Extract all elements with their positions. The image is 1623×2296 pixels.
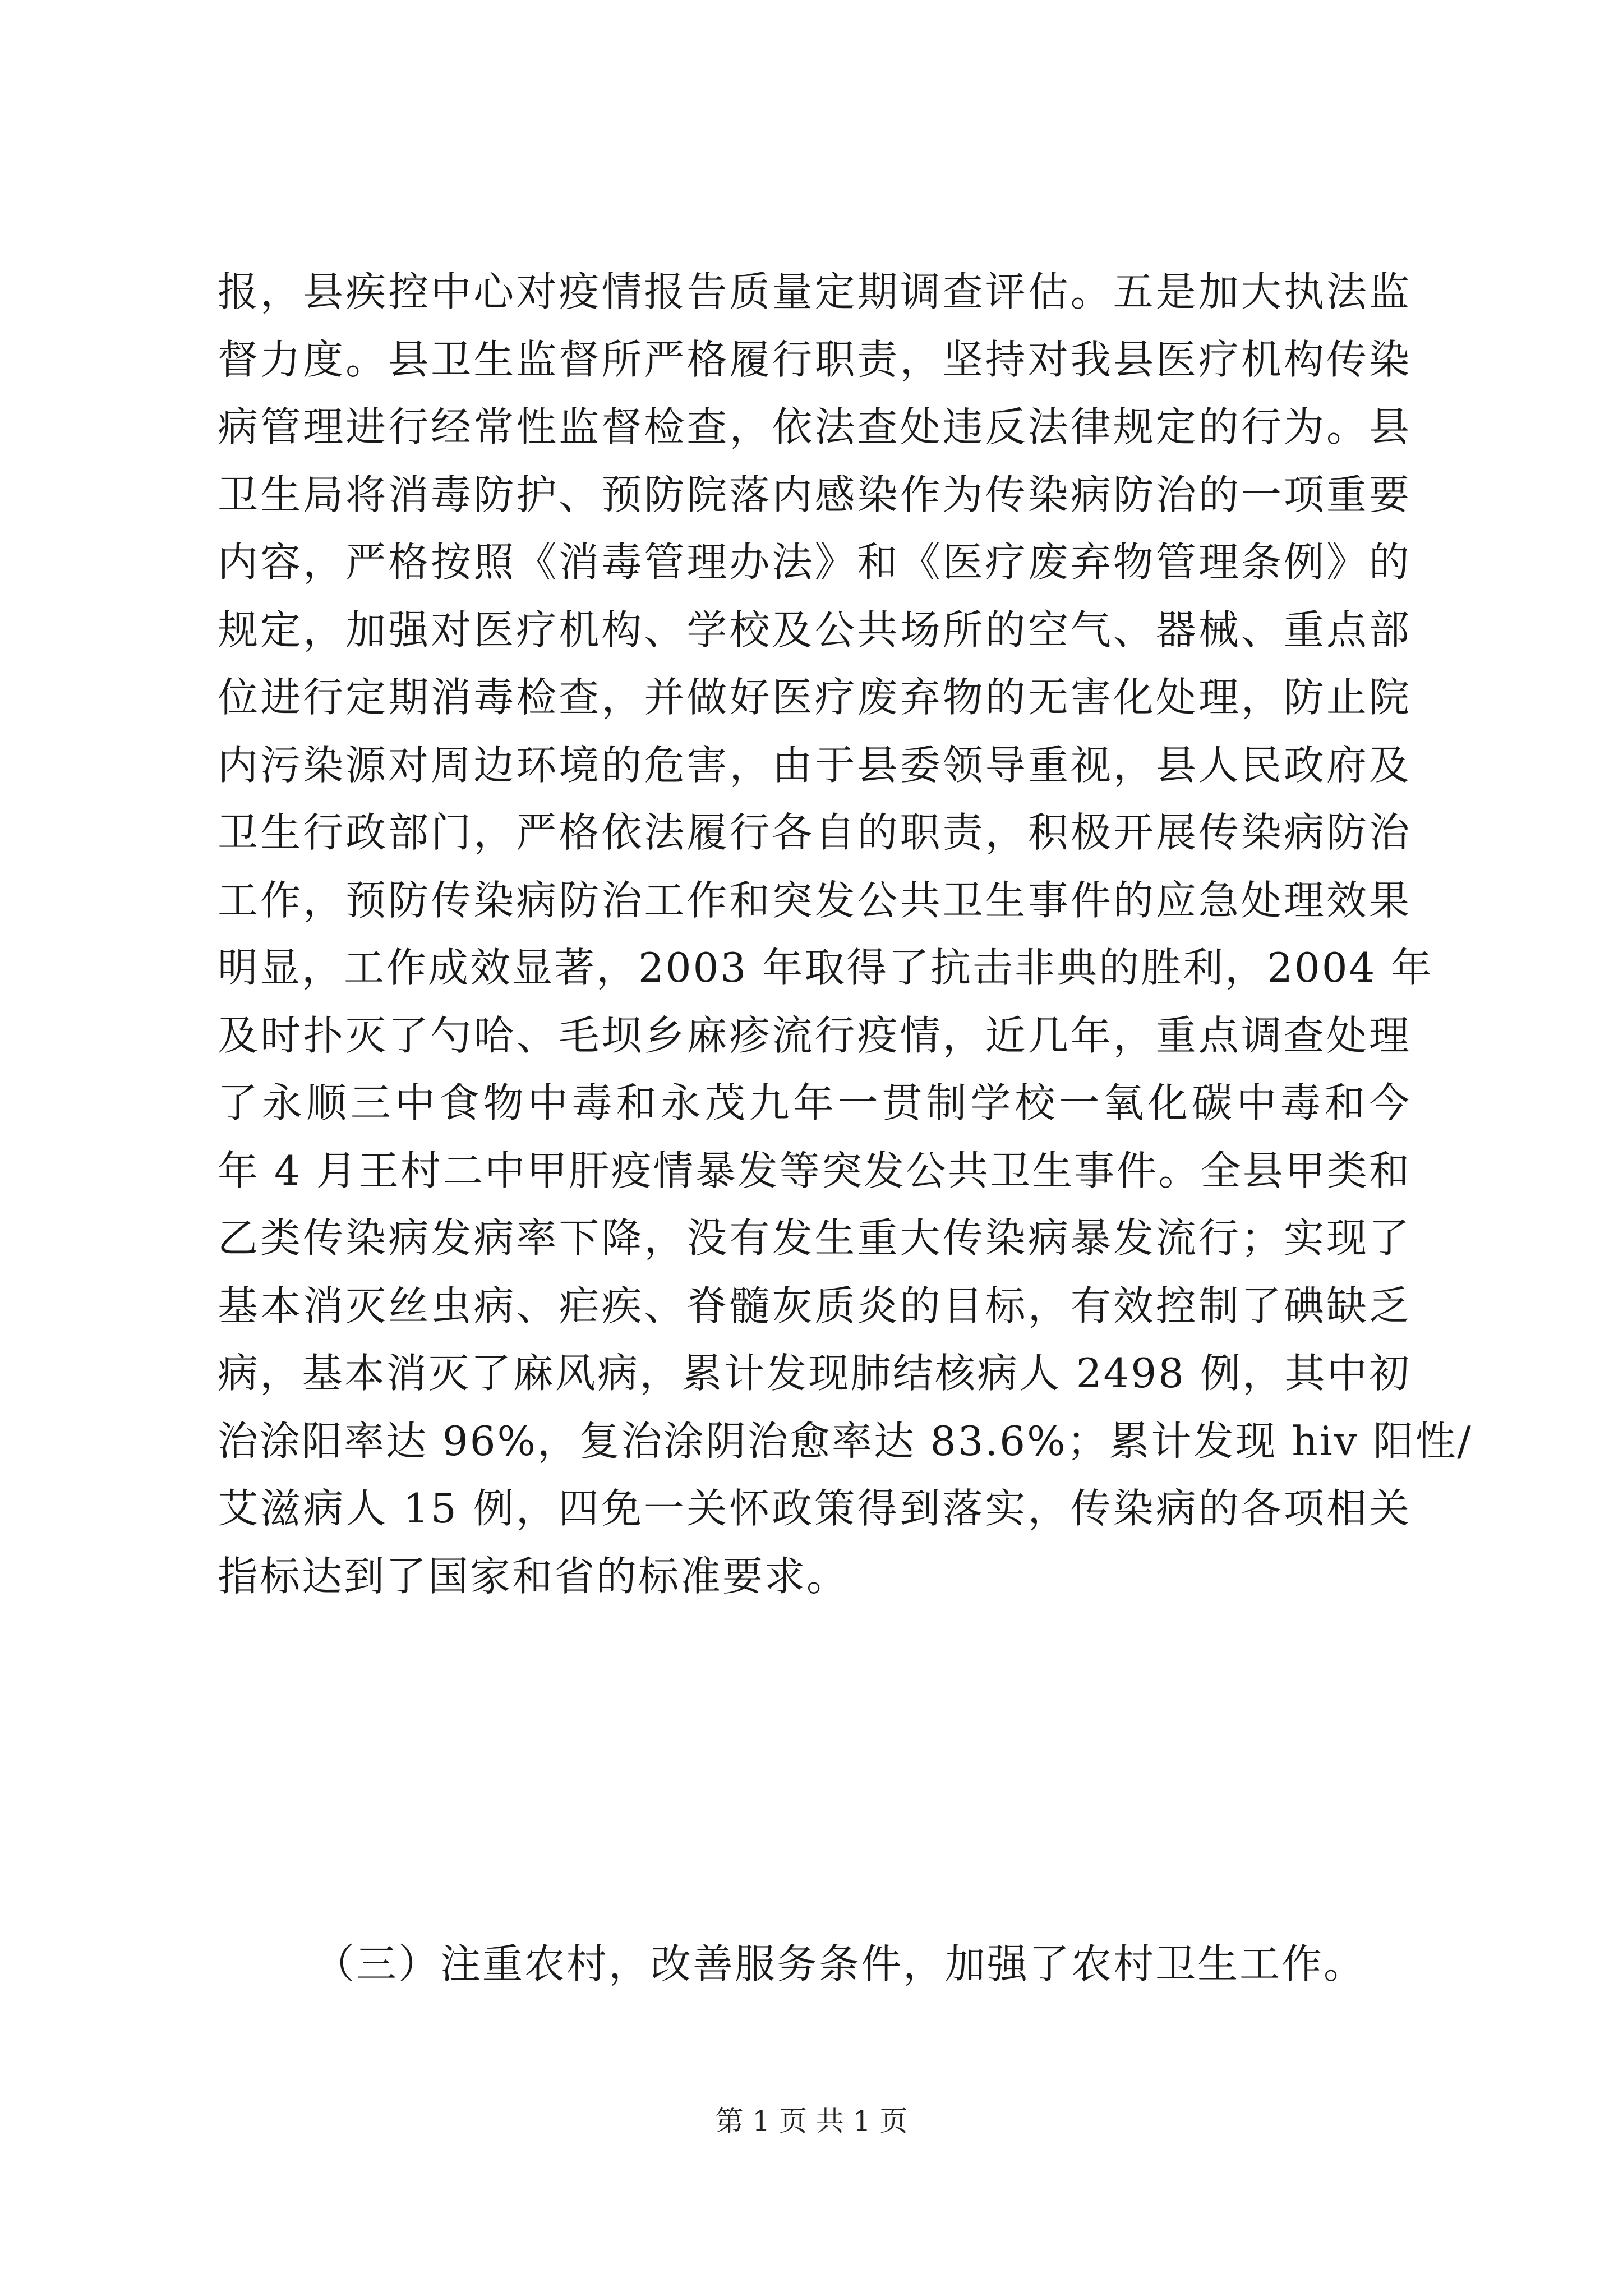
paragraph-line: 位进行定期消毒检查，并做好医疗废弃物的无害化处理，防止院 (218, 674, 1411, 721)
paragraph-line: 病管理进行经常性监督检查，依法查处违反法律规定的行为。县 (218, 403, 1411, 450)
paragraph-line: 了永顺三中食物中毒和永茂九年一贯制学校一氧化碳中毒和今 (218, 1079, 1411, 1126)
paragraph-line: 乙类传染病发病率下降，没有发生重大传染病暴发流行；实现了 (218, 1214, 1411, 1262)
paragraph-line: 规定，加强对医疗机构、学校及公共场所的空气、器械、重点部 (218, 606, 1411, 654)
body-paragraph (218, 258, 1473, 1610)
section-heading: （三）注重农村，改善服务条件，加强了农村卫生工作。 (314, 1940, 1366, 1987)
paragraph-line: 工作，预防传染病防治工作和突发公共卫生事件的应急处理效果 (218, 876, 1411, 924)
paragraph-line: 报，县疾控中心对疫情报告质量定期调查评估。五是加大执法监 (218, 268, 1411, 315)
paragraph-line: 内容，严格按照《消毒管理办法》和《医疗废弃物管理条例》的 (218, 539, 1411, 586)
paragraph-line: 基本消灭丝虫病、疟疾、脊髓灰质炎的目标，有效控制了碘缺乏 (218, 1282, 1411, 1329)
paragraph-line: 内污染源对周边环境的危害，由于县委领导重视，县人民政府及 (218, 741, 1411, 789)
paragraph-line: 卫生行政部门，严格依法履行各自的职责，积极开展传染病防治 (218, 809, 1411, 856)
paragraph-line: 明显，工作成效显著，2003 年取得了抗击非典的胜利，2004 年 (218, 944, 1433, 991)
paragraph-line: 病，基本消灭了麻风病，累计发现肺结核病人 2498 例，其中初 (218, 1350, 1411, 1397)
paragraph-line: 指标达到了国家和省的标准要求。 (218, 1552, 849, 1600)
paragraph-line: 治涂阳率达 96%，复治涂阴治愈率达 83.6%；累计发现 hiv 阳性/ (218, 1417, 1473, 1465)
page-footer: 第 1 页 共 1 页 (715, 2105, 908, 2137)
paragraph-line: 年 4 月王村二中甲肝疫情暴发等突发公共卫生事件。全县甲类和 (218, 1147, 1411, 1194)
paragraph-line: 卫生局将消毒防护、预防院落内感染作为传染病防治的一项重要 (218, 471, 1411, 518)
paragraph-line: 督力度。县卫生监督所严格履行职责，坚持对我县医疗机构传染 (218, 335, 1411, 383)
paragraph-line: 及时扑灭了勺哈、毛坝乡麻疹流行疫情，近几年，重点调查处理 (218, 1011, 1411, 1059)
paragraph-line: 艾滋病人 15 例，四免一关怀政策得到落实，传染病的各项相关 (218, 1485, 1411, 1532)
